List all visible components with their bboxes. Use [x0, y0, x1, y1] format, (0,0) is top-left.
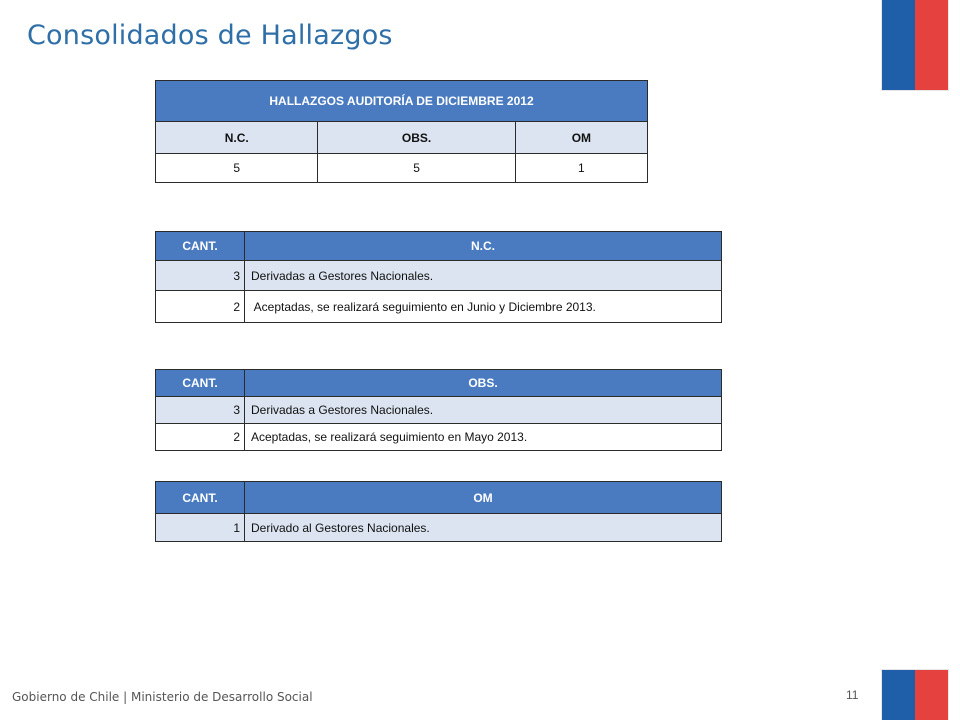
table-row	[156, 291, 722, 323]
obs-table-header-type: OBS.	[245, 370, 722, 397]
flag-blue-stripe	[882, 670, 915, 720]
summary-col-nc: N.C.	[156, 122, 318, 154]
summary-value-om: 1	[515, 154, 647, 183]
slide-title: Consolidados de Hallazgos	[27, 20, 393, 51]
chile-flag-logo-top	[882, 0, 948, 90]
summary-col-om: OM	[515, 122, 647, 154]
summary-header: HALLAZGOS AUDITORÍA DE DICIEMBRE 2012	[156, 81, 648, 122]
obs-detail-table	[155, 369, 722, 451]
row-count: 2	[156, 291, 245, 323]
page-number: 11	[846, 688, 859, 702]
row-count: 2	[156, 424, 245, 451]
row-description: Derivadas a Gestores Nacionales.	[245, 261, 722, 291]
table-row	[156, 261, 722, 291]
row-description: Derivadas a Gestores Nacionales.	[245, 397, 722, 424]
summary-col-obs: OBS.	[318, 122, 515, 154]
summary-value-nc: 5	[156, 154, 318, 183]
nc-table-header-cant: CANT.	[156, 232, 245, 261]
row-description: Derivado al Gestores Nacionales.	[245, 514, 722, 542]
flag-red-stripe	[915, 670, 948, 720]
row-count: 3	[156, 397, 245, 424]
footer-text: Gobierno de Chile | Ministerio de Desarrollo Social	[12, 690, 313, 704]
row-description: Aceptadas, se realizará seguimiento en Mayo 2013.	[245, 424, 722, 451]
om-table-header-type: OM	[245, 482, 722, 514]
flag-blue-stripe	[882, 0, 915, 90]
row-count: 1	[156, 514, 245, 542]
nc-detail-table	[155, 231, 722, 323]
chile-flag-logo-bottom	[882, 670, 948, 720]
obs-table-header-cant: CANT.	[156, 370, 245, 397]
flag-red-stripe	[915, 0, 948, 90]
table-row	[156, 424, 722, 451]
table-row	[156, 514, 722, 542]
row-count: 3	[156, 261, 245, 291]
om-detail-table	[155, 481, 722, 542]
table-row	[156, 397, 722, 424]
summary-table	[155, 80, 648, 183]
nc-table-header-type: N.C.	[245, 232, 722, 261]
om-table-header-cant: CANT.	[156, 482, 245, 514]
row-description: Aceptadas, se realizará seguimiento en Junio y Diciembre 2013.	[245, 291, 722, 323]
summary-value-obs: 5	[318, 154, 515, 183]
